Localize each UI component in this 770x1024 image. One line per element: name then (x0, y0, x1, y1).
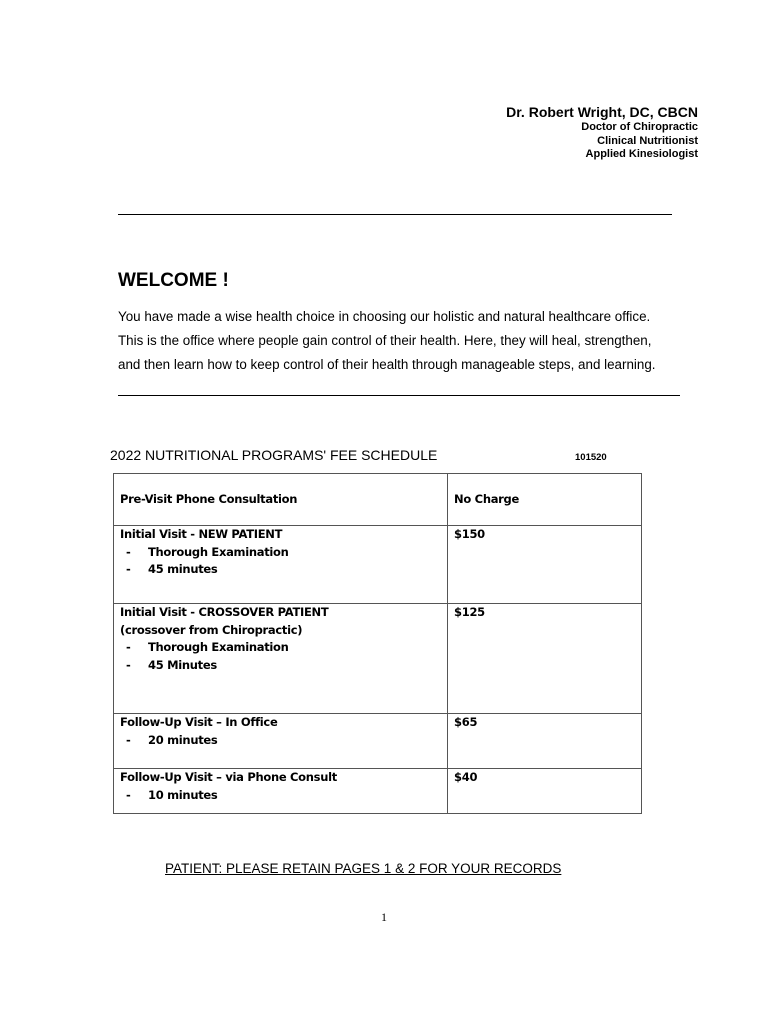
fee-schedule-title: 2022 NUTRITIONAL PROGRAMS' FEE SCHEDULE (110, 447, 438, 463)
table-row (114, 526, 642, 604)
price-cell (448, 474, 642, 526)
service-cell (114, 769, 448, 814)
price-value: $40 (454, 770, 478, 784)
service-label: Initial Visit - NEW PATIENT (120, 527, 283, 541)
price-cell (448, 714, 642, 769)
welcome-line-3: and then learn how to keep control of their health through manageable steps, and learning. (118, 357, 656, 372)
service-cell (114, 604, 448, 714)
doctor-name: Dr. Robert Wright, DC, CBCN (506, 104, 698, 120)
table-row (114, 604, 642, 714)
credential-kinesiologist: Applied Kinesiologist (585, 148, 698, 160)
retain-notice: PATIENT: PLEASE RETAIN PAGES 1 & 2 FOR YOUR RECORDS (165, 861, 562, 876)
welcome-line-2: This is the office where people gain control of their health. Here, they will heal, strengthen, (118, 333, 652, 348)
table-row (114, 474, 642, 526)
price-cell (448, 604, 642, 714)
price-value: $150 (454, 527, 485, 541)
service-detail: - 45 minutes (126, 562, 218, 577)
price-value: $125 (454, 605, 485, 619)
price-cell (448, 769, 642, 814)
service-label: Follow-Up Visit – via Phone Consult (120, 770, 337, 784)
table-row (114, 769, 642, 814)
service-sublabel: (crossover from Chiropractic) (120, 622, 303, 637)
service-detail: - 20 minutes (126, 732, 218, 747)
service-detail: - Thorough Examination (126, 544, 289, 559)
service-detail: - Thorough Examination (126, 640, 289, 655)
price-cell (448, 526, 642, 604)
welcome-line-1: You have made a wise health choice in choosing our holistic and natural healthcare office. (118, 309, 651, 324)
service-cell (114, 474, 448, 526)
letterhead (506, 104, 698, 162)
service-label: Initial Visit - CROSSOVER PATIENT (120, 605, 329, 619)
table-row (114, 714, 642, 769)
divider-top (118, 214, 672, 215)
form-code: 101520 (575, 452, 607, 463)
service-detail: - 45 Minutes (126, 657, 217, 672)
fee-table (113, 473, 642, 814)
service-detail: - 10 minutes (126, 787, 218, 802)
divider-middle (118, 395, 680, 396)
welcome-heading: WELCOME ! (118, 270, 229, 291)
service-cell (114, 526, 448, 604)
service-cell (114, 714, 448, 769)
page-number: 1 (381, 910, 387, 924)
welcome-paragraph (118, 305, 655, 377)
service-label: Pre-Visit Phone Consultation (120, 492, 298, 506)
credential-chiropractic: Doctor of Chiropractic (581, 121, 698, 133)
price-value: $65 (454, 715, 478, 729)
credential-nutritionist: Clinical Nutritionist (597, 134, 698, 147)
price-value: No Charge (454, 492, 519, 506)
service-label: Follow-Up Visit – In Office (120, 715, 278, 729)
